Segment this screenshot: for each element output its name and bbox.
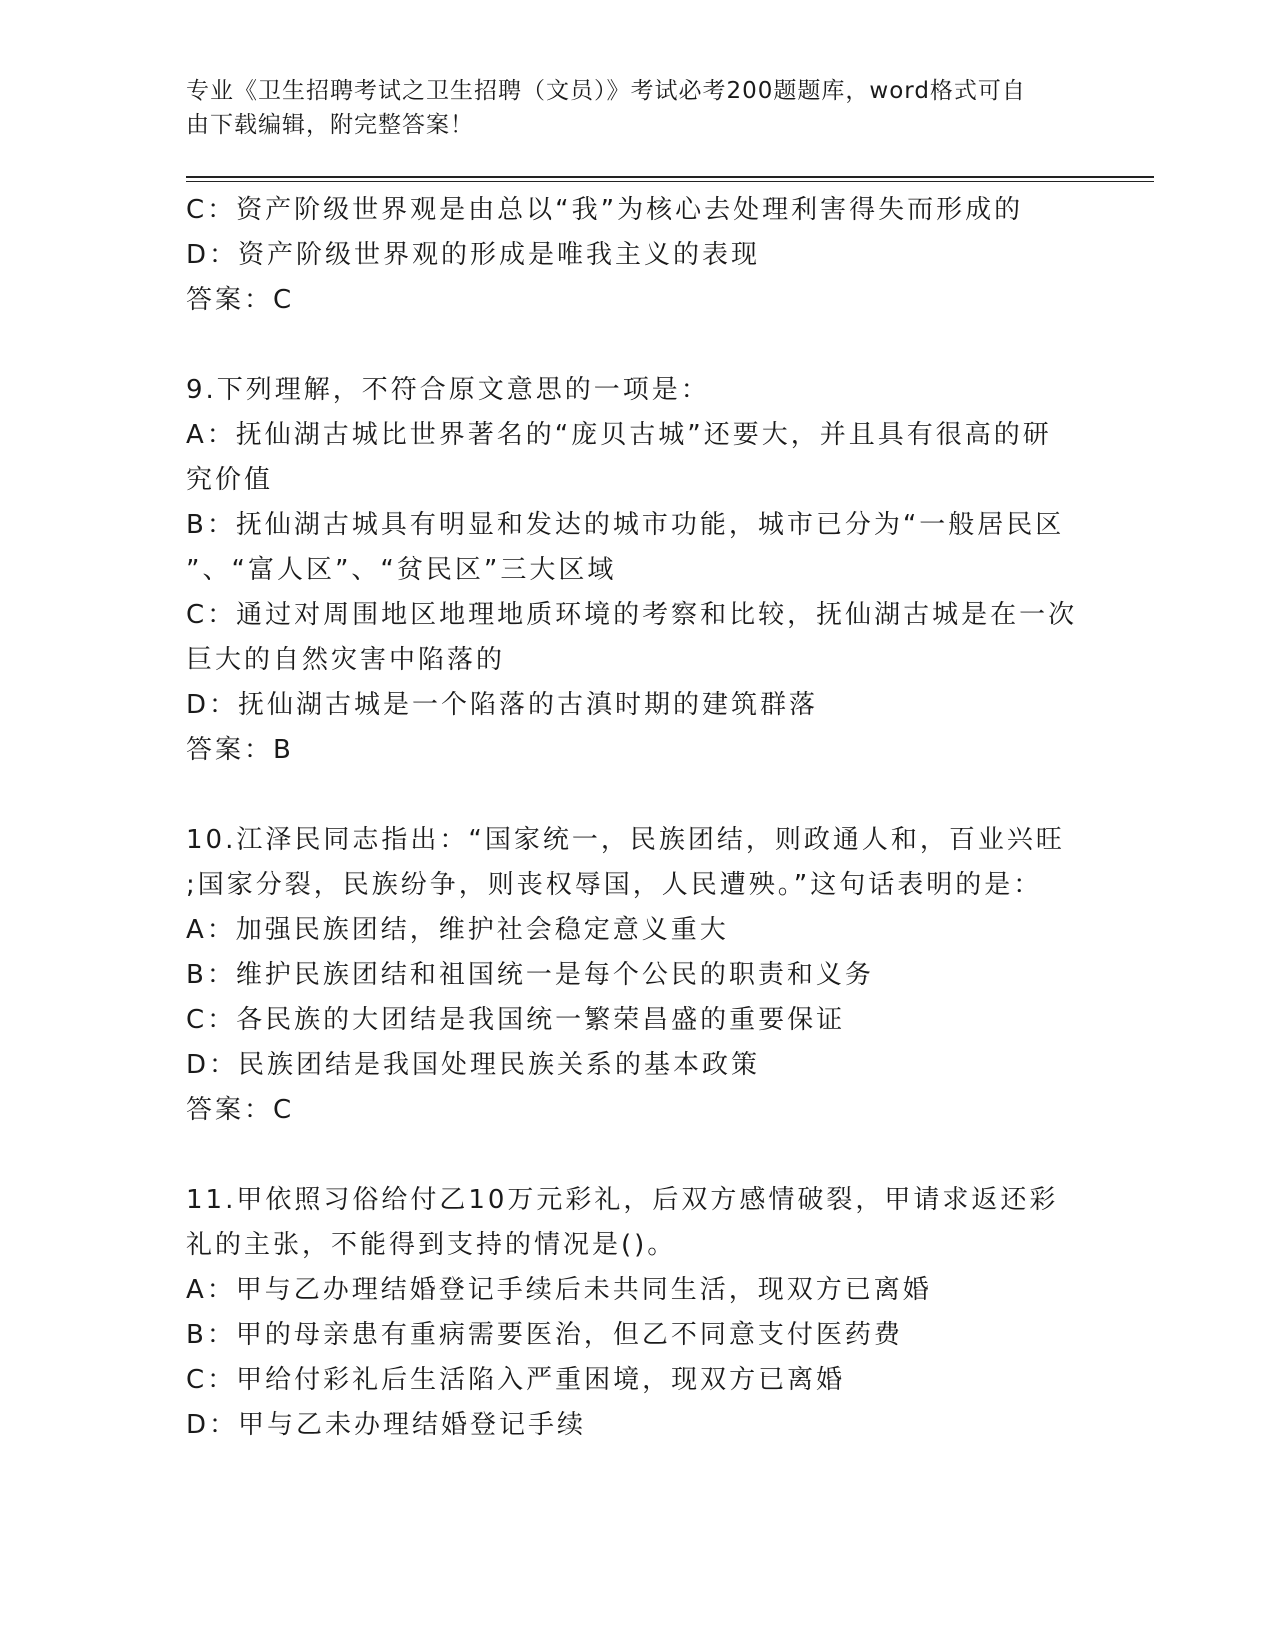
option-a: A：甲与乙办理结婚登记手续后未共同生活，现双方已离婚 (186, 1275, 932, 1305)
question-9 (186, 368, 1086, 773)
option-a: A：抚仙湖古城比世界著名的“庞贝古城”还要大，并且具有很高的研 (186, 420, 1052, 450)
option-c: C：通过对周围地区地理地质环境的考察和比较，抚仙湖古城是在一次 (186, 600, 1078, 630)
header-line-2: 由下载编辑，附完整答案！ (186, 112, 474, 138)
option-c: C：资产阶级世界观是由总以“我”为核心去处理利害得失而形成的 (186, 195, 1024, 225)
answer: 答案：B (186, 735, 294, 765)
question-stem-cont: ;国家分裂，民族纷争，则丧权辱国，人民遭殃。”这句话表明的是： (186, 870, 1043, 900)
answer: 答案：C (186, 285, 295, 315)
spacer (186, 1133, 1086, 1178)
spacer (186, 773, 1086, 818)
option-d: D：民族团结是我国处理民族关系的基本政策 (186, 1050, 761, 1080)
spacer (186, 323, 1086, 368)
question-stem: 10.江泽民同志指出：“国家统一，民族团结，则政通人和，百业兴旺 (186, 825, 1065, 855)
option-b-cont: ”、“富人区”、“贫民区”三大区域 (186, 555, 617, 585)
document-body (186, 188, 1086, 1448)
header-line-1: 专业《卫生招聘考试之卫生招聘（文员）》考试必考200题题库，word格式可自 (186, 78, 1026, 104)
header-divider (186, 176, 1154, 182)
option-d: D：抚仙湖古城是一个陷落的古滇时期的建筑群落 (186, 690, 819, 720)
answer: 答案：C (186, 1095, 295, 1125)
question-stem: 11.甲依照习俗给付乙10万元彩礼，后双方感情破裂，甲请求返还彩 (186, 1185, 1059, 1215)
question-stem: 9.下列理解，不符合原文意思的一项是： (186, 375, 710, 405)
option-c: C：各民族的大团结是我国统一繁荣昌盛的重要保证 (186, 1005, 846, 1035)
prev-question-tail (186, 188, 1086, 323)
option-a: A：加强民族团结，维护社会稳定意义重大 (186, 915, 729, 945)
option-b: B：抚仙湖古城具有明显和发达的城市功能，城市已分为“一般居民区 (186, 510, 1065, 540)
option-b: B：甲的母亲患有重病需要医治，但乙不同意支付医药费 (186, 1320, 903, 1350)
document-header (186, 74, 1066, 142)
option-a-cont: 究价值 (186, 465, 274, 495)
question-stem-cont: 礼的主张，不能得到支持的情况是()。 (186, 1230, 677, 1260)
option-b: B：维护民族团结和祖国统一是每个公民的职责和义务 (186, 960, 874, 990)
option-c-cont: 巨大的自然灾害中陷落的 (186, 645, 506, 675)
option-d: D：甲与乙未办理结婚登记手续 (186, 1410, 587, 1440)
question-11 (186, 1178, 1086, 1448)
option-d: D：资产阶级世界观的形成是唯我主义的表现 (186, 240, 761, 270)
option-c: C：甲给付彩礼后生活陷入严重困境，现双方已离婚 (186, 1365, 846, 1395)
question-10 (186, 818, 1086, 1133)
